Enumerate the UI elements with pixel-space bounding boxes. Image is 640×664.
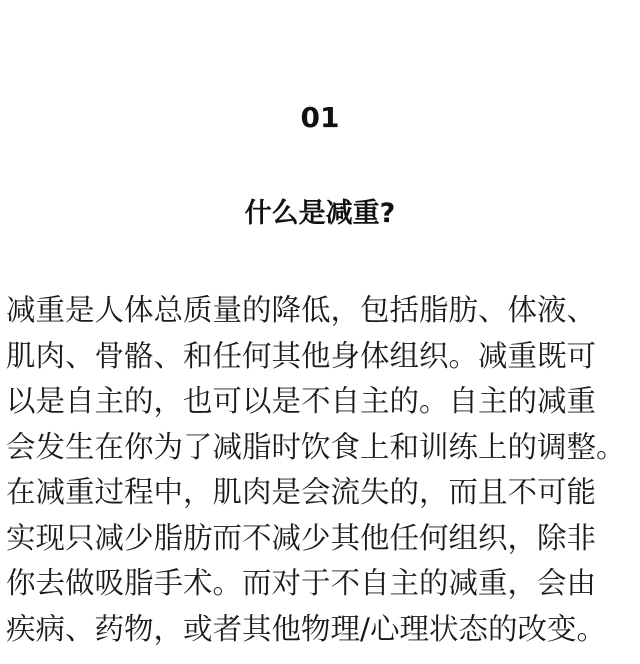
body-line-4: 会发生在你为了减脂时饮食上和训练上的调整。 [6,429,626,464]
body-line-6: 实现只减少脂肪而不减少其他任何组织，除非 [6,520,597,555]
body-paragraph [6,288,638,652]
body-line-5: 在减重过程中，肌肉是会流失的，而且不可能 [6,475,597,509]
body-line-7: 你去做吸脂手术。而对于不自主的减重，会由 [6,566,597,600]
body-line-8: 疾病、药物，或者其他物理/心理状态的改变。 [6,611,606,646]
body-line-2: 肌肉、骨骼、和任何其他身体组织。减重既可 [6,338,597,373]
section-heading: 什么是减重? [244,198,396,229]
section-number: 01 [300,101,340,134]
body-line-3: 以是自主的，也可以是不自主的。自主的减重 [6,384,597,418]
body-line-1: 减重是人体总质量的降低，包括脂肪、体液、 [6,293,597,327]
